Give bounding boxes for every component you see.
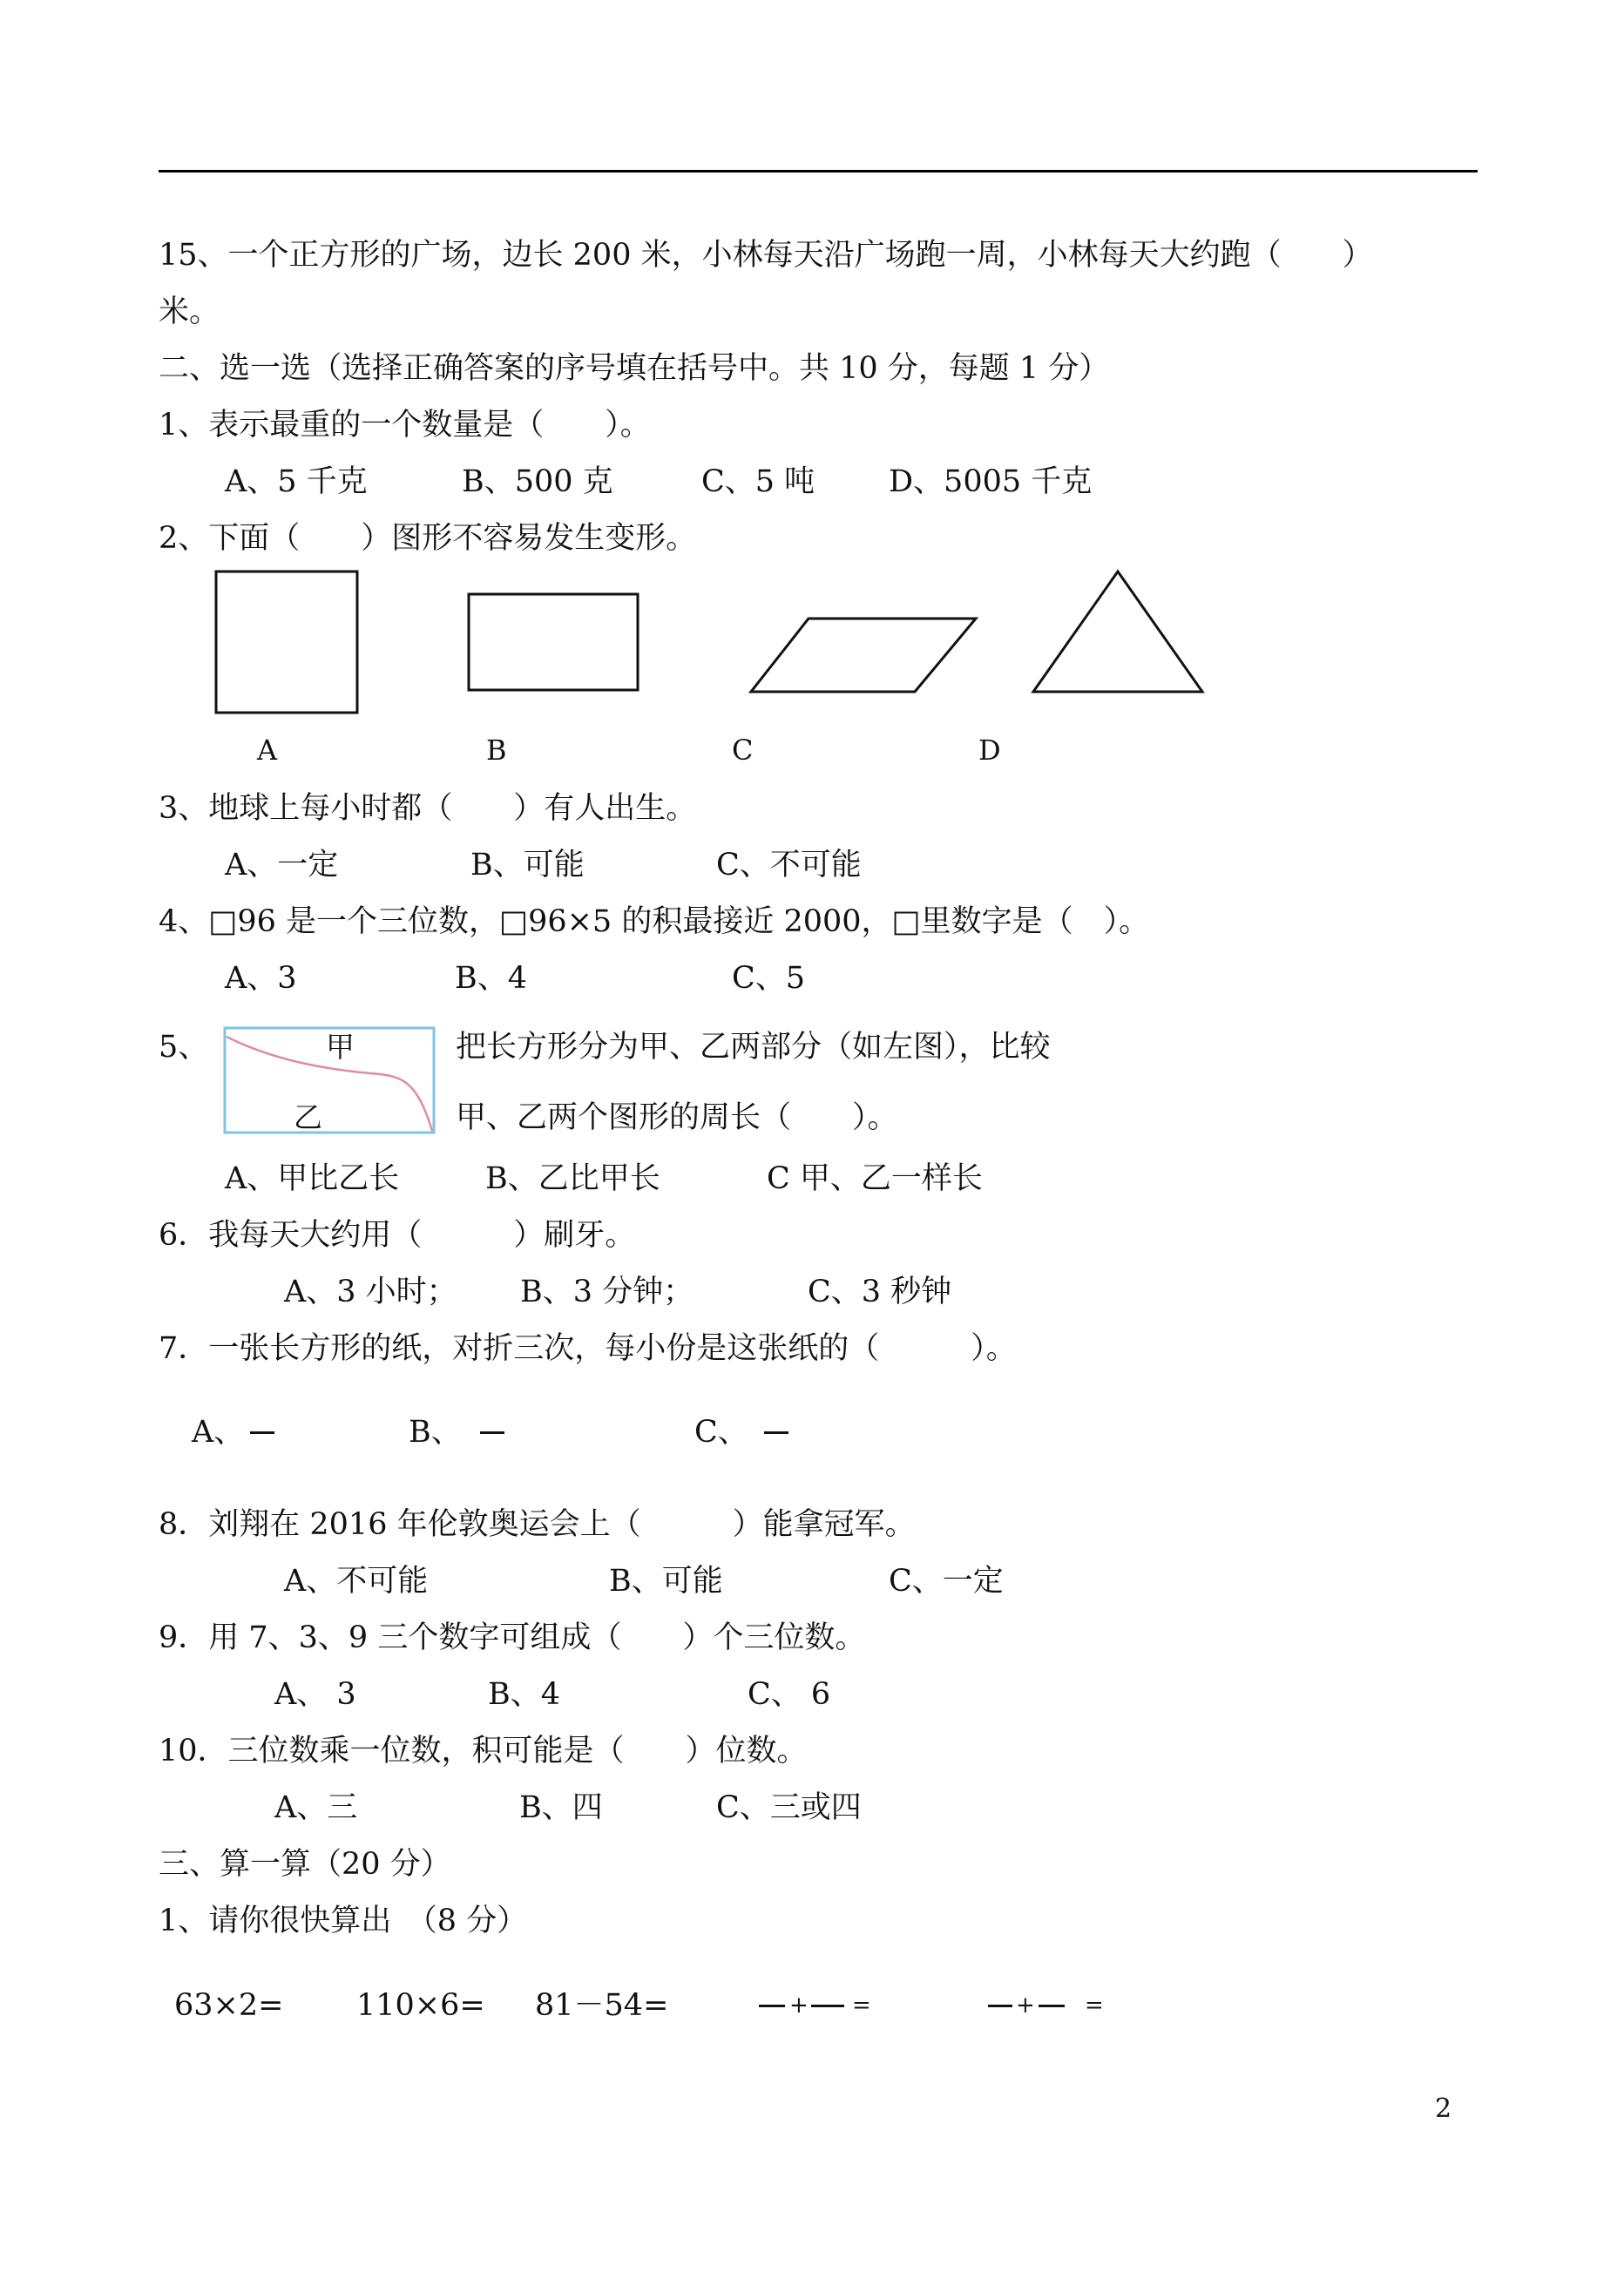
calc-item-2: 110×6=: [356, 1988, 485, 2023]
fraction-plus-1: +: [789, 1992, 809, 2019]
q1-option-c: C、5 吨: [701, 464, 815, 499]
q15-line1: 15、一个正方形的广场，边长 200 米，小林每天沿广场跑一周，小林每天大约跑（ ）: [159, 238, 1373, 273]
shape-label-a: A: [257, 734, 278, 767]
fraction-2-bar: [811, 2005, 844, 2007]
fraction-equals-1: =: [852, 1992, 871, 2019]
q6-option-b: B、3 分钟；: [520, 1275, 694, 1309]
q7-option-b-fraction-bar: [480, 1431, 504, 1434]
q3-option-c: C、不可能: [716, 848, 862, 883]
q5-option-b: B、乙比甲长: [485, 1161, 660, 1196]
q2-stem: 2、下面（ ）图形不容易发生变形。: [159, 521, 697, 556]
q8-option-a: A、不可能: [284, 1564, 429, 1599]
q7-option-c: C、: [694, 1415, 748, 1450]
calc-item-1: 63×2=: [174, 1988, 284, 2023]
shape-label-c: C: [732, 734, 754, 767]
q6-stem: 6．我每天大约用（ ）刷牙。: [159, 1218, 636, 1253]
q5-option-a: A、甲比乙长: [225, 1161, 400, 1196]
q8-option-c: C、一定: [889, 1564, 1004, 1599]
q7-option-b: B、: [409, 1415, 462, 1450]
q6-option-a: A、3 小时；: [284, 1275, 457, 1309]
q4-stem: 4、□96 是一个三位数，□96×5 的积最接近 2000，□里数字是（ ）。: [159, 904, 1150, 939]
q7-stem: 7．一张长方形的纸，对折三次，每小份是这张纸的（ ）。: [159, 1331, 1017, 1366]
square-shape: [209, 565, 366, 721]
q10-stem: 10．三位数乘一位数，积可能是（ ）位数。: [159, 1734, 808, 1769]
q8-option-b: B、可能: [609, 1564, 723, 1599]
q4-option-c: C、5: [732, 961, 806, 996]
q7-option-c-fraction-bar: [764, 1431, 788, 1434]
region-label-yi: 乙: [294, 1100, 322, 1134]
shape-label-d: D: [978, 734, 1001, 767]
fraction-3-bar: [988, 2005, 1012, 2007]
q7-option-a: A、: [192, 1415, 245, 1450]
section3-heading: 三、算一算（20 分）: [159, 1847, 451, 1882]
q15-line2: 米。: [159, 294, 220, 329]
section3-q1-title: 1、请你很快算出 （8 分）: [159, 1904, 528, 1938]
q1-stem: 1、表示最重的一个数量是（ ）。: [159, 408, 651, 443]
q4-option-a: A、3: [225, 961, 297, 996]
q5-option-c: C 甲、乙一样长: [767, 1161, 983, 1196]
triangle-shape: [1028, 566, 1211, 697]
q5-line1: 把长方形分为甲、乙两部分（如左图），比较: [456, 1030, 1051, 1065]
q1-option-d: D、5005 千克: [889, 464, 1093, 499]
shape-label-b: B: [486, 734, 507, 767]
header-rule: [159, 170, 1478, 172]
q9-stem: 9．用 7、3、9 三个数字可组成（ ）个三位数。: [159, 1620, 866, 1655]
q10-option-c: C、三或四: [716, 1790, 862, 1825]
q9-option-c: C、 6: [748, 1677, 831, 1712]
parallelogram-shape: [746, 613, 981, 697]
q8-stem: 8．刘翔在 2016 年伦敦奥运会上（ ）能拿冠军。: [159, 1507, 916, 1542]
q3-stem: 3、地球上每小时都（ ）有人出生。: [159, 791, 697, 826]
q6-option-c: C、3 秒钟: [808, 1275, 952, 1309]
q1-option-a: A、5 千克: [225, 464, 368, 499]
fraction-1-bar: [759, 2005, 785, 2007]
q3-option-a: A、一定: [225, 848, 339, 883]
rectangle-shape: [464, 589, 645, 697]
q7-option-a-fraction-bar: [250, 1431, 274, 1434]
q9-option-b: B、4: [488, 1677, 560, 1712]
page-number: 2: [1435, 2093, 1452, 2124]
fraction-4-bar: [1039, 2005, 1065, 2007]
fraction-plus-2: +: [1016, 1992, 1035, 2019]
region-label-jia: 甲: [326, 1030, 355, 1064]
q5-line2: 甲、乙两个图形的周长（ ）。: [456, 1100, 898, 1135]
fraction-equals-2: =: [1085, 1992, 1104, 2019]
q4-option-b: B、4: [455, 961, 527, 996]
q5-number: 5、: [159, 1030, 209, 1065]
q9-option-a: A、 3: [274, 1677, 356, 1712]
section2-heading: 二、选一选（选择正确答案的序号填在括号中。共 10 分，每题 1 分）: [159, 351, 1110, 386]
q10-option-b: B、四: [519, 1790, 603, 1825]
q3-option-b: B、可能: [470, 848, 585, 883]
calc-item-3: 81－54=: [535, 1988, 669, 2023]
q1-option-b: B、500 克: [462, 464, 613, 499]
q10-option-a: A、三: [274, 1790, 358, 1825]
